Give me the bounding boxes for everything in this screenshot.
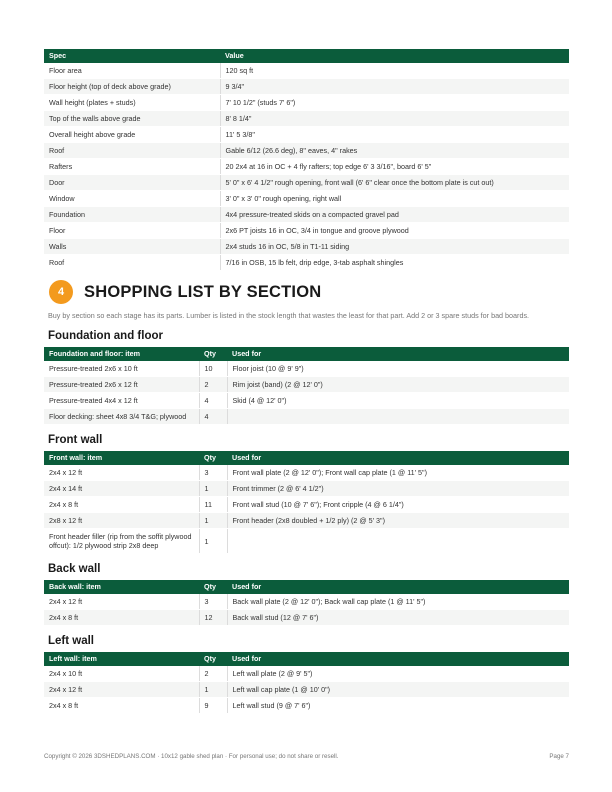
table-row bbox=[44, 361, 569, 377]
used-for-cell: Front header (2x8 doubled + 1/2 ply) (2 @ 5' 3") bbox=[227, 513, 569, 529]
spec-value: 20 2x4 at 16 in OC + 4 fly rafters; top edge 6' 3 3/16", board 6' 5" bbox=[220, 159, 569, 175]
front-wall-table bbox=[44, 451, 569, 554]
spec-row bbox=[44, 175, 569, 191]
spec-row bbox=[44, 127, 569, 143]
item-cell: 2x4 x 12 ft bbox=[44, 465, 199, 481]
section-intro: Buy by section so each stage has its parts. Lumber is listed in the stock length that wastes the least for that part. Add 2 or 3 spare studs for bad boards. bbox=[48, 311, 530, 320]
spec-value: 5' 0" x 6' 4 1/2" rough opening, front wall (6' 6" clear once the bottom plate is cut out) bbox=[220, 175, 569, 191]
table-row bbox=[44, 682, 569, 698]
spec-row bbox=[44, 223, 569, 239]
table-row bbox=[44, 513, 569, 529]
spec-row bbox=[44, 95, 569, 111]
item-cell: 2x4 x 8 ft bbox=[44, 610, 199, 626]
table-row bbox=[44, 377, 569, 393]
spec-header-row bbox=[44, 49, 569, 63]
qty-cell: 10 bbox=[199, 361, 227, 377]
used-for-cell: Rim joist (band) (2 @ 12' 0") bbox=[227, 377, 569, 393]
footer-copyright: Copyright © 2026 3DSHEDPLANS.COM · 10x12 gable shed plan · For personal use; do not share or resell. bbox=[44, 753, 339, 760]
group-heading-back: Back wall bbox=[48, 563, 101, 575]
spec-row bbox=[44, 143, 569, 159]
spec-row bbox=[44, 159, 569, 175]
foundation-table bbox=[44, 347, 569, 425]
section-number-badge: 4 bbox=[49, 280, 73, 304]
qty-cell: 1 bbox=[199, 513, 227, 529]
qty-col-header: Qty bbox=[199, 652, 227, 666]
qty-cell: 3 bbox=[199, 465, 227, 481]
spec-value: 4x4 pressure-treated skids on a compacted gravel pad bbox=[220, 207, 569, 223]
used-for-cell: Left wall cap plate (1 @ 10' 0") bbox=[227, 682, 569, 698]
item-cell: Floor decking: sheet 4x8 3/4 T&G; plywood bbox=[44, 409, 199, 425]
item-cell: 2x4 x 12 ft bbox=[44, 682, 199, 698]
used-for-col-header: Used for bbox=[227, 347, 569, 361]
qty-col-header: Qty bbox=[199, 580, 227, 594]
spec-name: Roof bbox=[44, 255, 220, 271]
spec-name: Floor area bbox=[44, 63, 220, 79]
qty-cell: 11 bbox=[199, 497, 227, 513]
spec-row bbox=[44, 111, 569, 127]
spec-name: Overall height above grade bbox=[44, 127, 220, 143]
qty-cell: 1 bbox=[199, 481, 227, 497]
spec-table bbox=[44, 49, 569, 271]
spec-name: Walls bbox=[44, 239, 220, 255]
used-for-cell: Skid (4 @ 12' 0") bbox=[227, 393, 569, 409]
spec-name: Door bbox=[44, 175, 220, 191]
spec-name: Rafters bbox=[44, 159, 220, 175]
used-for-cell: Floor joist (10 @ 9' 9") bbox=[227, 361, 569, 377]
group-heading-foundation: Foundation and floor bbox=[48, 330, 163, 342]
item-col-header: Left wall: item bbox=[44, 652, 199, 666]
table-row bbox=[44, 393, 569, 409]
qty-cell: 2 bbox=[199, 377, 227, 393]
item-col-header: Back wall: item bbox=[44, 580, 199, 594]
qty-col-header: Qty bbox=[199, 451, 227, 465]
spec-value: 2x6 PT joists 16 in OC, 3/4 in tongue and groove plywood bbox=[220, 223, 569, 239]
spec-row bbox=[44, 255, 569, 271]
spec-name: Roof bbox=[44, 143, 220, 159]
spec-value: 7/16 in OSB, 15 lb felt, drip edge, 3-tab asphalt shingles bbox=[220, 255, 569, 271]
table-row bbox=[44, 698, 569, 714]
spec-row bbox=[44, 79, 569, 95]
table-row bbox=[44, 481, 569, 497]
page-number: Page 7 bbox=[549, 753, 569, 760]
spec-name: Foundation bbox=[44, 207, 220, 223]
used-for-col-header: Used for bbox=[227, 652, 569, 666]
spec-value: 3' 0" x 3' 0" rough opening, right wall bbox=[220, 191, 569, 207]
spec-value: 9 3/4" bbox=[220, 79, 569, 95]
section-title: SHOPPING LIST BY SECTION bbox=[84, 282, 322, 301]
table-row bbox=[44, 529, 569, 554]
table-row bbox=[44, 594, 569, 610]
qty-col-header: Qty bbox=[199, 347, 227, 361]
spec-row bbox=[44, 63, 569, 79]
used-for-cell: Left wall stud (9 @ 7' 6") bbox=[227, 698, 569, 714]
spec-row bbox=[44, 207, 569, 223]
spec-value: Gable 6/12 (26.6 deg), 8" eaves, 4" rakes bbox=[220, 143, 569, 159]
table-row bbox=[44, 465, 569, 481]
used-for-cell bbox=[227, 409, 569, 425]
used-for-col-header: Used for bbox=[227, 451, 569, 465]
table-header-row bbox=[44, 580, 569, 594]
used-for-cell bbox=[227, 529, 569, 554]
table-row bbox=[44, 497, 569, 513]
left-wall-table bbox=[44, 652, 569, 714]
table-row bbox=[44, 610, 569, 626]
qty-cell: 2 bbox=[199, 666, 227, 682]
back-wall-table bbox=[44, 580, 569, 626]
item-cell: Pressure-treated 2x6 x 10 ft bbox=[44, 361, 199, 377]
qty-cell: 4 bbox=[199, 409, 227, 425]
item-cell: 2x8 x 12 ft bbox=[44, 513, 199, 529]
spec-name: Wall height (plates + studs) bbox=[44, 95, 220, 111]
item-cell: 2x4 x 14 ft bbox=[44, 481, 199, 497]
qty-cell: 4 bbox=[199, 393, 227, 409]
spec-col-header: Spec bbox=[44, 49, 220, 63]
spec-value: 120 sq ft bbox=[220, 63, 569, 79]
used-for-cell: Back wall stud (12 @ 7' 6") bbox=[227, 610, 569, 626]
item-cell: Pressure-treated 4x4 x 12 ft bbox=[44, 393, 199, 409]
spec-name: Top of the walls above grade bbox=[44, 111, 220, 127]
item-cell: 2x4 x 8 ft bbox=[44, 497, 199, 513]
used-for-cell: Front trimmer (2 @ 6' 4 1/2") bbox=[227, 481, 569, 497]
used-for-col-header: Used for bbox=[227, 580, 569, 594]
item-cell: 2x4 x 10 ft bbox=[44, 666, 199, 682]
used-for-cell: Back wall plate (2 @ 12' 0"); Back wall cap plate (1 @ 11' 5") bbox=[227, 594, 569, 610]
group-heading-left: Left wall bbox=[48, 635, 95, 647]
table-header-row bbox=[44, 451, 569, 465]
item-cell: 2x4 x 8 ft bbox=[44, 698, 199, 714]
page-footer bbox=[44, 753, 569, 760]
item-col-header: Foundation and floor: item bbox=[44, 347, 199, 361]
used-for-cell: Front wall stud (10 @ 7' 6"); Front cripple (4 @ 6 1/4") bbox=[227, 497, 569, 513]
spec-name: Window bbox=[44, 191, 220, 207]
section-heading bbox=[44, 280, 569, 304]
spec-name: Floor bbox=[44, 223, 220, 239]
table-header-row bbox=[44, 652, 569, 666]
table-row bbox=[44, 666, 569, 682]
spec-row bbox=[44, 191, 569, 207]
item-cell: Pressure-treated 2x6 x 12 ft bbox=[44, 377, 199, 393]
spec-name: Floor height (top of deck above grade) bbox=[44, 79, 220, 95]
qty-cell: 1 bbox=[199, 529, 227, 554]
used-for-cell: Front wall plate (2 @ 12' 0"); Front wall cap plate (1 @ 11' 5") bbox=[227, 465, 569, 481]
value-col-header: Value bbox=[220, 49, 569, 63]
group-heading-front: Front wall bbox=[48, 434, 103, 446]
item-cell: 2x4 x 12 ft bbox=[44, 594, 199, 610]
spec-value: 7' 10 1/2" (studs 7' 6") bbox=[220, 95, 569, 111]
page-content bbox=[44, 49, 569, 714]
spec-table-body bbox=[44, 63, 569, 271]
qty-cell: 12 bbox=[199, 610, 227, 626]
item-cell: Front header filler (rip from the soffit plywood offcut): 1/2 plywood strip 2x8 deep bbox=[44, 529, 199, 554]
used-for-cell: Left wall plate (2 @ 9' 5") bbox=[227, 666, 569, 682]
table-header-row bbox=[44, 347, 569, 361]
qty-cell: 9 bbox=[199, 698, 227, 714]
spec-row bbox=[44, 239, 569, 255]
table-row bbox=[44, 409, 569, 425]
spec-value: 2x4 studs 16 in OC, 5/8 in T1-11 siding bbox=[220, 239, 569, 255]
spec-value: 11' 5 3/8" bbox=[220, 127, 569, 143]
item-col-header: Front wall: item bbox=[44, 451, 199, 465]
qty-cell: 1 bbox=[199, 682, 227, 698]
qty-cell: 3 bbox=[199, 594, 227, 610]
spec-value: 8' 8 1/4" bbox=[220, 111, 569, 127]
